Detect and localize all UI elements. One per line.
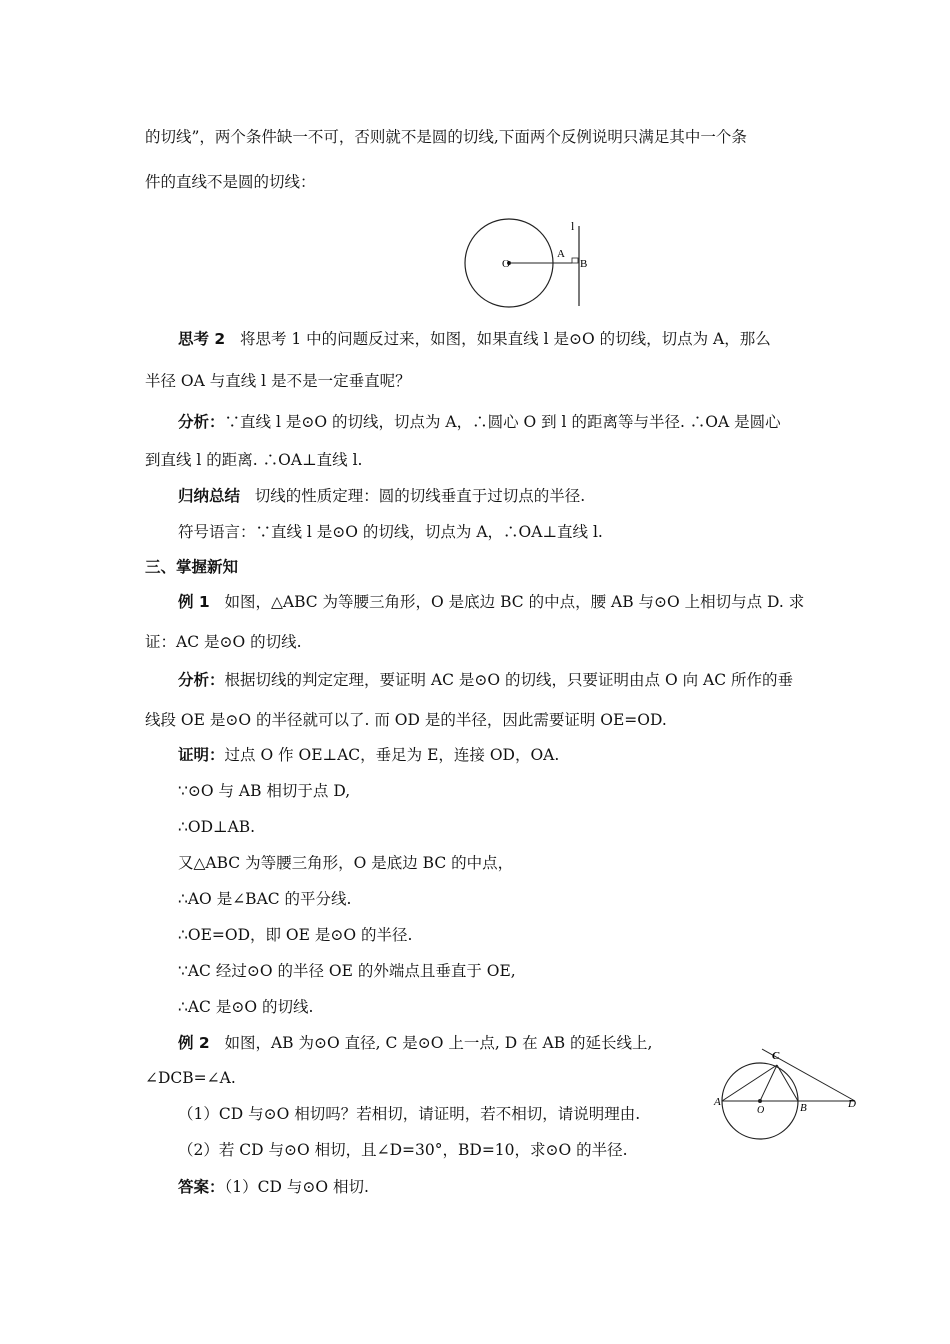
- analysis-text: ∵直线 l 是⊙O 的切线，切点为 A，∴圆心 O 到 l 的距离等与半径. ∴OA 是圆心: [224, 413, 781, 431]
- label-a: A: [557, 248, 565, 260]
- think2-label: 思考 2: [178, 330, 226, 348]
- proof-line: ∴OD⊥AB.: [178, 818, 256, 836]
- summary-line: [178, 486, 585, 506]
- proof-line: [178, 745, 559, 765]
- example2-line: [178, 1033, 652, 1053]
- paragraph-line: 的切线”，两个条件缺一不可，否则就不是圆的切线,下面两个反例说明只满足其中一个条: [145, 128, 747, 146]
- center-point: [758, 1099, 762, 1103]
- proof-line: ∵⊙O 与 AB 相切于点 D,: [178, 782, 351, 800]
- proof-line: ∵AC 经过⊙O 的半径 OE 的外端点且垂直于 OE,: [178, 962, 516, 980]
- analysis2-text: 根据切线的判定定理，要证明 AC 是⊙O 的切线，只要证明由点 O 向 AC 所作的垂: [224, 671, 794, 689]
- proof-line: 又△ABC 为等腰三角形，O 是底边 BC 的中点，: [178, 854, 514, 872]
- proof-line: ∴AC 是⊙O 的切线.: [178, 998, 314, 1016]
- analysis-line: [178, 412, 781, 432]
- label-b: B: [800, 1102, 807, 1114]
- analysis-label: 分析：: [178, 413, 225, 431]
- proof-line: ∴AO 是∠BAC 的平分线.: [178, 890, 352, 908]
- paragraph-line: 线段 OE 是⊙O 的半径就可以了. 而 OD 是的半径，因此需要证明 OE=OD.: [145, 711, 667, 729]
- answer-text: （1）CD 与⊙O 相切.: [224, 1178, 369, 1196]
- example1-label: 例 1: [178, 593, 210, 611]
- figure-circle-line: [462, 214, 602, 314]
- paragraph-line: 半径 OA 与直线 l 是不是一定垂直呢？: [145, 372, 411, 390]
- paragraph-line: ∠DCB=∠A.: [145, 1069, 236, 1087]
- proof-text: 过点 O 作 OE⊥AC，垂足为 E，连接 OD，OA.: [224, 746, 560, 764]
- summary-text: 切线的性质定理：圆的切线垂直于过切点的半径.: [254, 487, 586, 505]
- label-b: B: [580, 258, 588, 270]
- proof-line: ∴OE=OD，即 OE 是⊙O 的半径.: [178, 926, 413, 944]
- label-l: l: [571, 219, 575, 233]
- label-o: O: [502, 258, 510, 270]
- example1-line: [178, 592, 804, 612]
- think2-text: 将思考 1 中的问题反过来，如图，如果直线 l 是⊙O 的切线，切点为 A，那么: [239, 330, 771, 348]
- proof-label: 证明：: [178, 746, 225, 764]
- example2-text: 如图，AB 为⊙O 直径, C 是⊙O 上一点, D 在 AB 的延长线上,: [224, 1034, 653, 1052]
- question1-line: （1）CD 与⊙O 相切吗？若相切，请证明，若不相切，请说明理由.: [178, 1105, 641, 1123]
- label-a: A: [714, 1096, 721, 1108]
- paragraph-line: 到直线 l 的距离. ∴OA⊥直线 l.: [145, 451, 363, 469]
- symbol-line: 符号语言：∵直线 l 是⊙O 的切线，切点为 A，∴OA⊥直线 l.: [178, 523, 603, 541]
- question2-line: （2）若 CD 与⊙O 相切，且∠D=30°，BD=10，求⊙O 的半径.: [178, 1141, 628, 1159]
- think2-line: [178, 329, 771, 349]
- example2-label: 例 2: [178, 1034, 210, 1052]
- analysis2-line: [178, 670, 793, 690]
- label-d: D: [848, 1098, 856, 1110]
- paragraph-line: 证：AC 是⊙O 的切线.: [145, 633, 302, 651]
- paragraph-line: 件的直线不是圆的切线：: [145, 173, 316, 191]
- analysis2-label: 分析：: [178, 671, 225, 689]
- figure-tangent: [712, 1045, 864, 1145]
- summary-label: 归纳总结: [178, 487, 241, 505]
- example1-text: 如图，△ABC 为等腰三角形，O 是底边 BC 的中点，腰 AB 与⊙O 上相切与点 D. 求: [224, 593, 805, 611]
- segment-bc: [777, 1065, 798, 1101]
- label-o: O: [757, 1105, 765, 1116]
- right-angle-mark: [572, 258, 578, 263]
- section-heading: 三、掌握新知: [145, 558, 239, 576]
- answer-label: 答案：: [178, 1178, 225, 1196]
- label-c: C: [772, 1050, 780, 1062]
- answer-line: [178, 1177, 369, 1197]
